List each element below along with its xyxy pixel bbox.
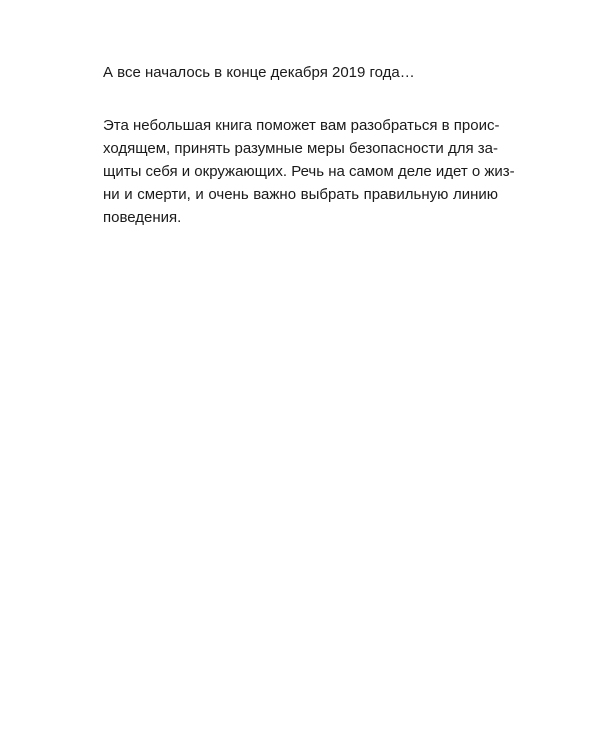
page-body	[103, 62, 515, 229]
paragraph-line: Эта небольшая книга поможет вам разобраться в проис-	[103, 117, 500, 134]
paragraph-line: поведения.	[103, 209, 182, 226]
body-paragraph	[103, 114, 515, 229]
paragraph-line: ни и смерти, и очень важно выбрать правильную линию	[103, 186, 498, 203]
paragraph-line: ходящем, принять разумные меры безопасности для за-	[103, 140, 498, 157]
paragraph-line: щиты себя и окружающих. Речь на самом деле идет о жиз-	[103, 163, 515, 180]
intro-line: А все началось в конце декабря 2019 года…	[103, 64, 415, 81]
